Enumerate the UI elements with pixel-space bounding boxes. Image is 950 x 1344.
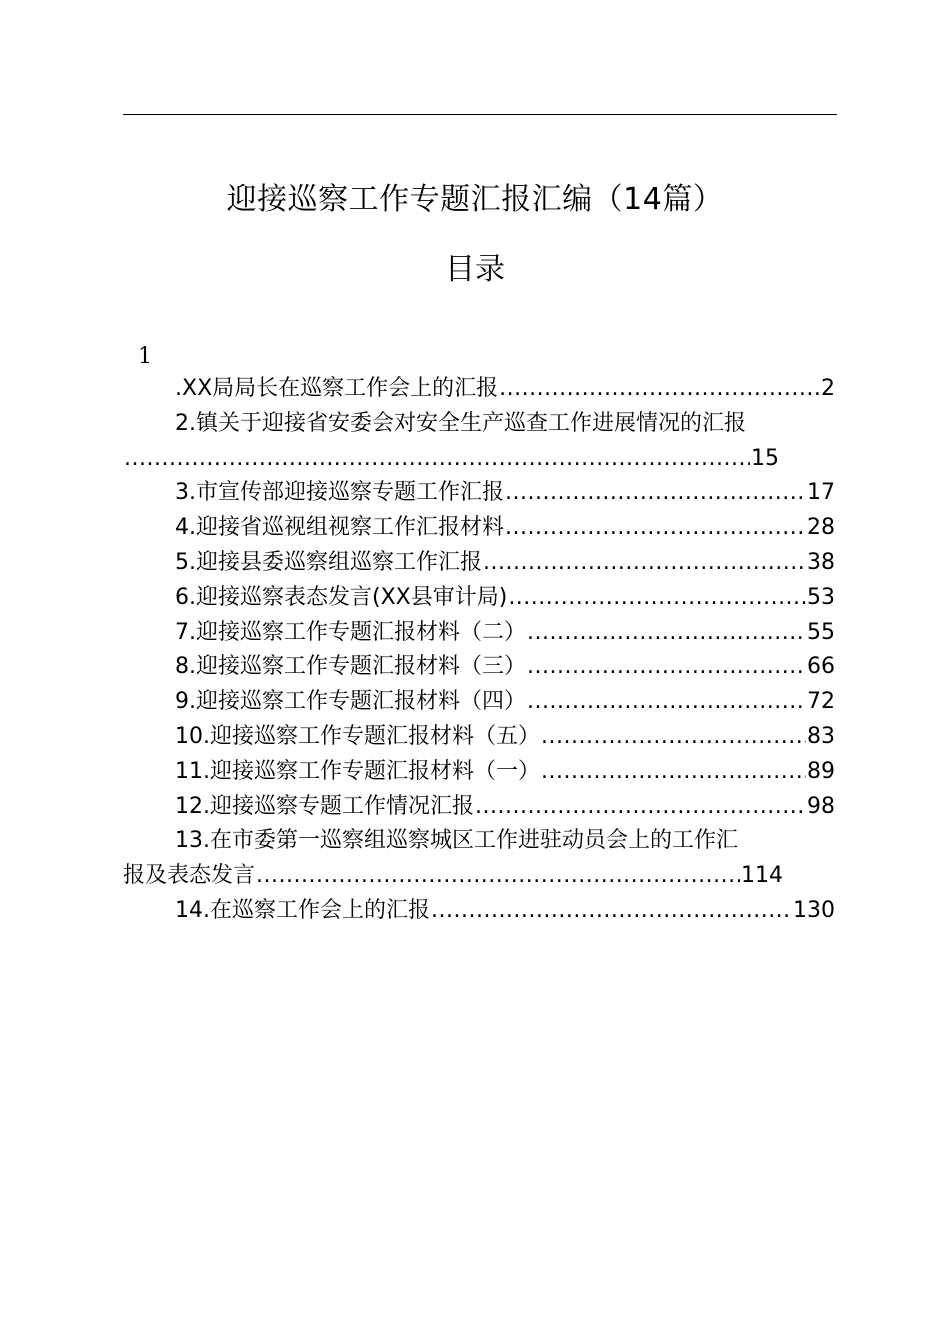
toc-page-number: 83 (807, 723, 835, 749)
toc-page-number: 89 (807, 758, 835, 784)
toc-page-number: 98 (807, 793, 835, 819)
toc-entry-title: 12.迎接巡察专题工作情况汇报 (175, 793, 474, 819)
toc-entry-title: 14.在巡察工作会上的汇报 (175, 897, 430, 923)
toc-entry[interactable] (123, 720, 835, 755)
toc-entry-title: 10.迎接巡察工作专题汇报材料（五） (175, 723, 540, 749)
toc-entry[interactable] (123, 581, 835, 616)
toc-entry[interactable] (123, 546, 835, 581)
toc-entry-title: 5.迎接县委巡察组巡察工作汇报 (175, 549, 482, 575)
toc-entry[interactable] (123, 616, 835, 651)
toc-dot-leader (483, 546, 806, 581)
toc-entry-continuation (123, 859, 783, 894)
toc-entry-title: 13.在市委第一巡察组巡察城区工作进驻动员会上的工作汇 (175, 828, 738, 854)
toc-dot-leader (527, 616, 806, 651)
toc-entry[interactable] (123, 894, 835, 929)
toc-dot-leader (505, 476, 806, 511)
toc-dot-leader (499, 372, 820, 407)
toc-page-number: 130 (793, 897, 835, 923)
toc-dot-leader (505, 511, 806, 546)
toc-entry-title: .XX局局长在巡察工作会上的汇报 (175, 376, 499, 401)
toc-page-number: 15 (751, 445, 779, 471)
toc-page-number: 72 (807, 689, 835, 715)
toc-first-entry-number: 1 (138, 344, 152, 369)
toc-entry[interactable] (123, 476, 835, 511)
toc-dot-leader (527, 650, 806, 685)
toc-entry-title: 8.迎接巡察工作专题汇报材料（三） (175, 654, 526, 680)
toc-page-number: 28 (807, 515, 835, 541)
table-of-contents (123, 372, 843, 929)
toc-dot-leader (527, 685, 806, 720)
toc-entry-title: 7.迎接巡察工作专题汇报材料（二） (175, 619, 526, 645)
toc-heading: 目录 (445, 252, 505, 287)
toc-entry-continuation (123, 442, 835, 477)
toc-entry[interactable] (123, 824, 843, 894)
toc-entry-title: 6.迎接巡察表态发言(XX县审计局) (175, 584, 508, 610)
toc-dot-leader (431, 894, 792, 929)
toc-entry[interactable] (123, 372, 835, 407)
toc-entry[interactable] (123, 511, 835, 546)
toc-page-number: 114 (741, 863, 783, 889)
toc-page-number: 2 (821, 376, 835, 401)
toc-page-number: 38 (807, 549, 835, 575)
toc-page-number: 17 (807, 480, 835, 506)
toc-dot-leader (541, 720, 806, 755)
toc-entry-title: 11.迎接巡察工作专题汇报材料（一） (175, 758, 540, 784)
document-title: 迎接巡察工作专题汇报汇编（14篇） (226, 182, 724, 217)
toc-page-number: 53 (807, 584, 835, 610)
toc-entry-title: 4.迎接省巡视组视察工作汇报材料 (175, 515, 504, 541)
toc-dot-leader (124, 442, 750, 477)
toc-entry[interactable] (123, 790, 835, 825)
toc-page-number: 55 (807, 619, 835, 645)
toc-dot-leader (475, 790, 806, 825)
toc-entry-title: 9.迎接巡察工作专题汇报材料（四） (175, 689, 526, 715)
toc-entry-title: 3.市宣传部迎接巡察专题工作汇报 (175, 480, 504, 506)
toc-page-number: 66 (807, 654, 835, 680)
toc-entry-title: 2.镇关于迎接省安委会对安全生产巡查工作进展情况的汇报 (175, 410, 746, 436)
toc-dot-leader (256, 859, 740, 894)
toc-entry[interactable] (123, 755, 835, 790)
toc-entry-title-continued: 报及表态发言 (123, 863, 256, 889)
toc-entry[interactable] (123, 407, 843, 477)
toc-entry[interactable] (123, 650, 835, 685)
toc-dot-leader (508, 581, 806, 616)
toc-dot-leader (541, 755, 806, 790)
toc-entry[interactable] (123, 685, 835, 720)
header-rule (123, 114, 837, 115)
